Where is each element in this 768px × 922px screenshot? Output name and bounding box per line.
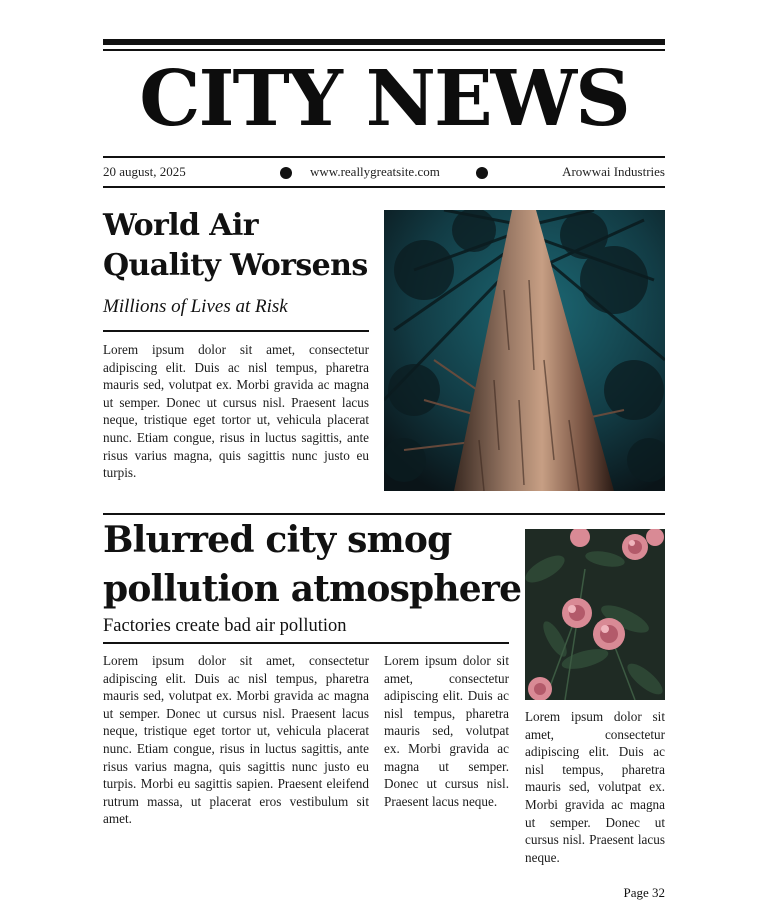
masthead-top-thin-rule — [103, 49, 665, 51]
story1-subheadline: Millions of Lives at Risk — [103, 296, 288, 317]
story1-tree-photo — [384, 210, 665, 491]
section-divider — [103, 513, 665, 515]
story2-column-1: Lorem ipsum dolor sit amet, consectetur adipiscing elit. Duis ac nisl tempus, pharetra mauris sed, volutpat ex. Morbi gravida ac magna ut semper. Donec ut cursus nisl. Praesent lacus neque, tristique eget tortor ut, vehicula placerat nunc. Etiam congue, risus in luctus sagittis, ante risus varius magna, quis sagittis nunc justo eu turpis. Morbi eu sagittis sapien. Praesent eleifend rutrum massa, ut placerat eros vestibulum sit amet. — [103, 653, 369, 827]
story2-column-3: Lorem ipsum dolor sit amet, consectetur adipiscing elit. Duis ac nisl tempus, pharetra mauris sed, volutpat ex. Morbi gravida ac magna ut semper. Donec ut cursus nisl. Praesent lacus neque. — [525, 709, 665, 865]
story1-headline: World Air Quality Worsens — [103, 208, 368, 283]
story2-headline: Blurred city smog pollution atmosphere — [103, 519, 522, 610]
story2-flower-photo — [525, 529, 665, 700]
story1-divider — [103, 330, 369, 332]
story2-subheadline: Factories create bad air pollution — [103, 616, 347, 636]
page-number: Page 32 — [623, 885, 665, 900]
meta-bottom-rule — [103, 186, 665, 188]
separator-dot-icon — [476, 167, 488, 179]
publisher-name: Arowwai Industries — [562, 164, 665, 179]
meta-top-rule — [103, 156, 665, 158]
separator-dot-icon — [280, 167, 292, 179]
masthead-title: CITY NEWS — [139, 54, 629, 144]
story1-body: Lorem ipsum dolor sit amet, consectetur adipiscing elit. Duis ac nisl tempus, pharetra mauris sed, volutpat ex. Morbi gravida ac magna ut semper. Donec ut cursus nisl. Praesent lacus neque, tristique eget tortor ut, vehicula placerat nunc. Etiam congue, risus in luctus sagittis, ante risus varius magna, quis sagittis nunc justo eu turpis. — [103, 342, 369, 481]
story2-divider — [103, 642, 509, 644]
masthead-top-thick-rule — [103, 39, 665, 45]
website-link[interactable]: www.reallygreatsite.com — [310, 164, 440, 179]
story2-column-2: Lorem ipsum dolor sit amet, consectetur adipiscing elit. Duis ac nisl tempus, pharetra mauris sed, volutpat ex. Morbi gravida ac magna ut semper. Donec ut cursus nisl. Praesent lacus neque. — [384, 653, 509, 809]
issue-date: 20 august, 2025 — [103, 164, 186, 179]
